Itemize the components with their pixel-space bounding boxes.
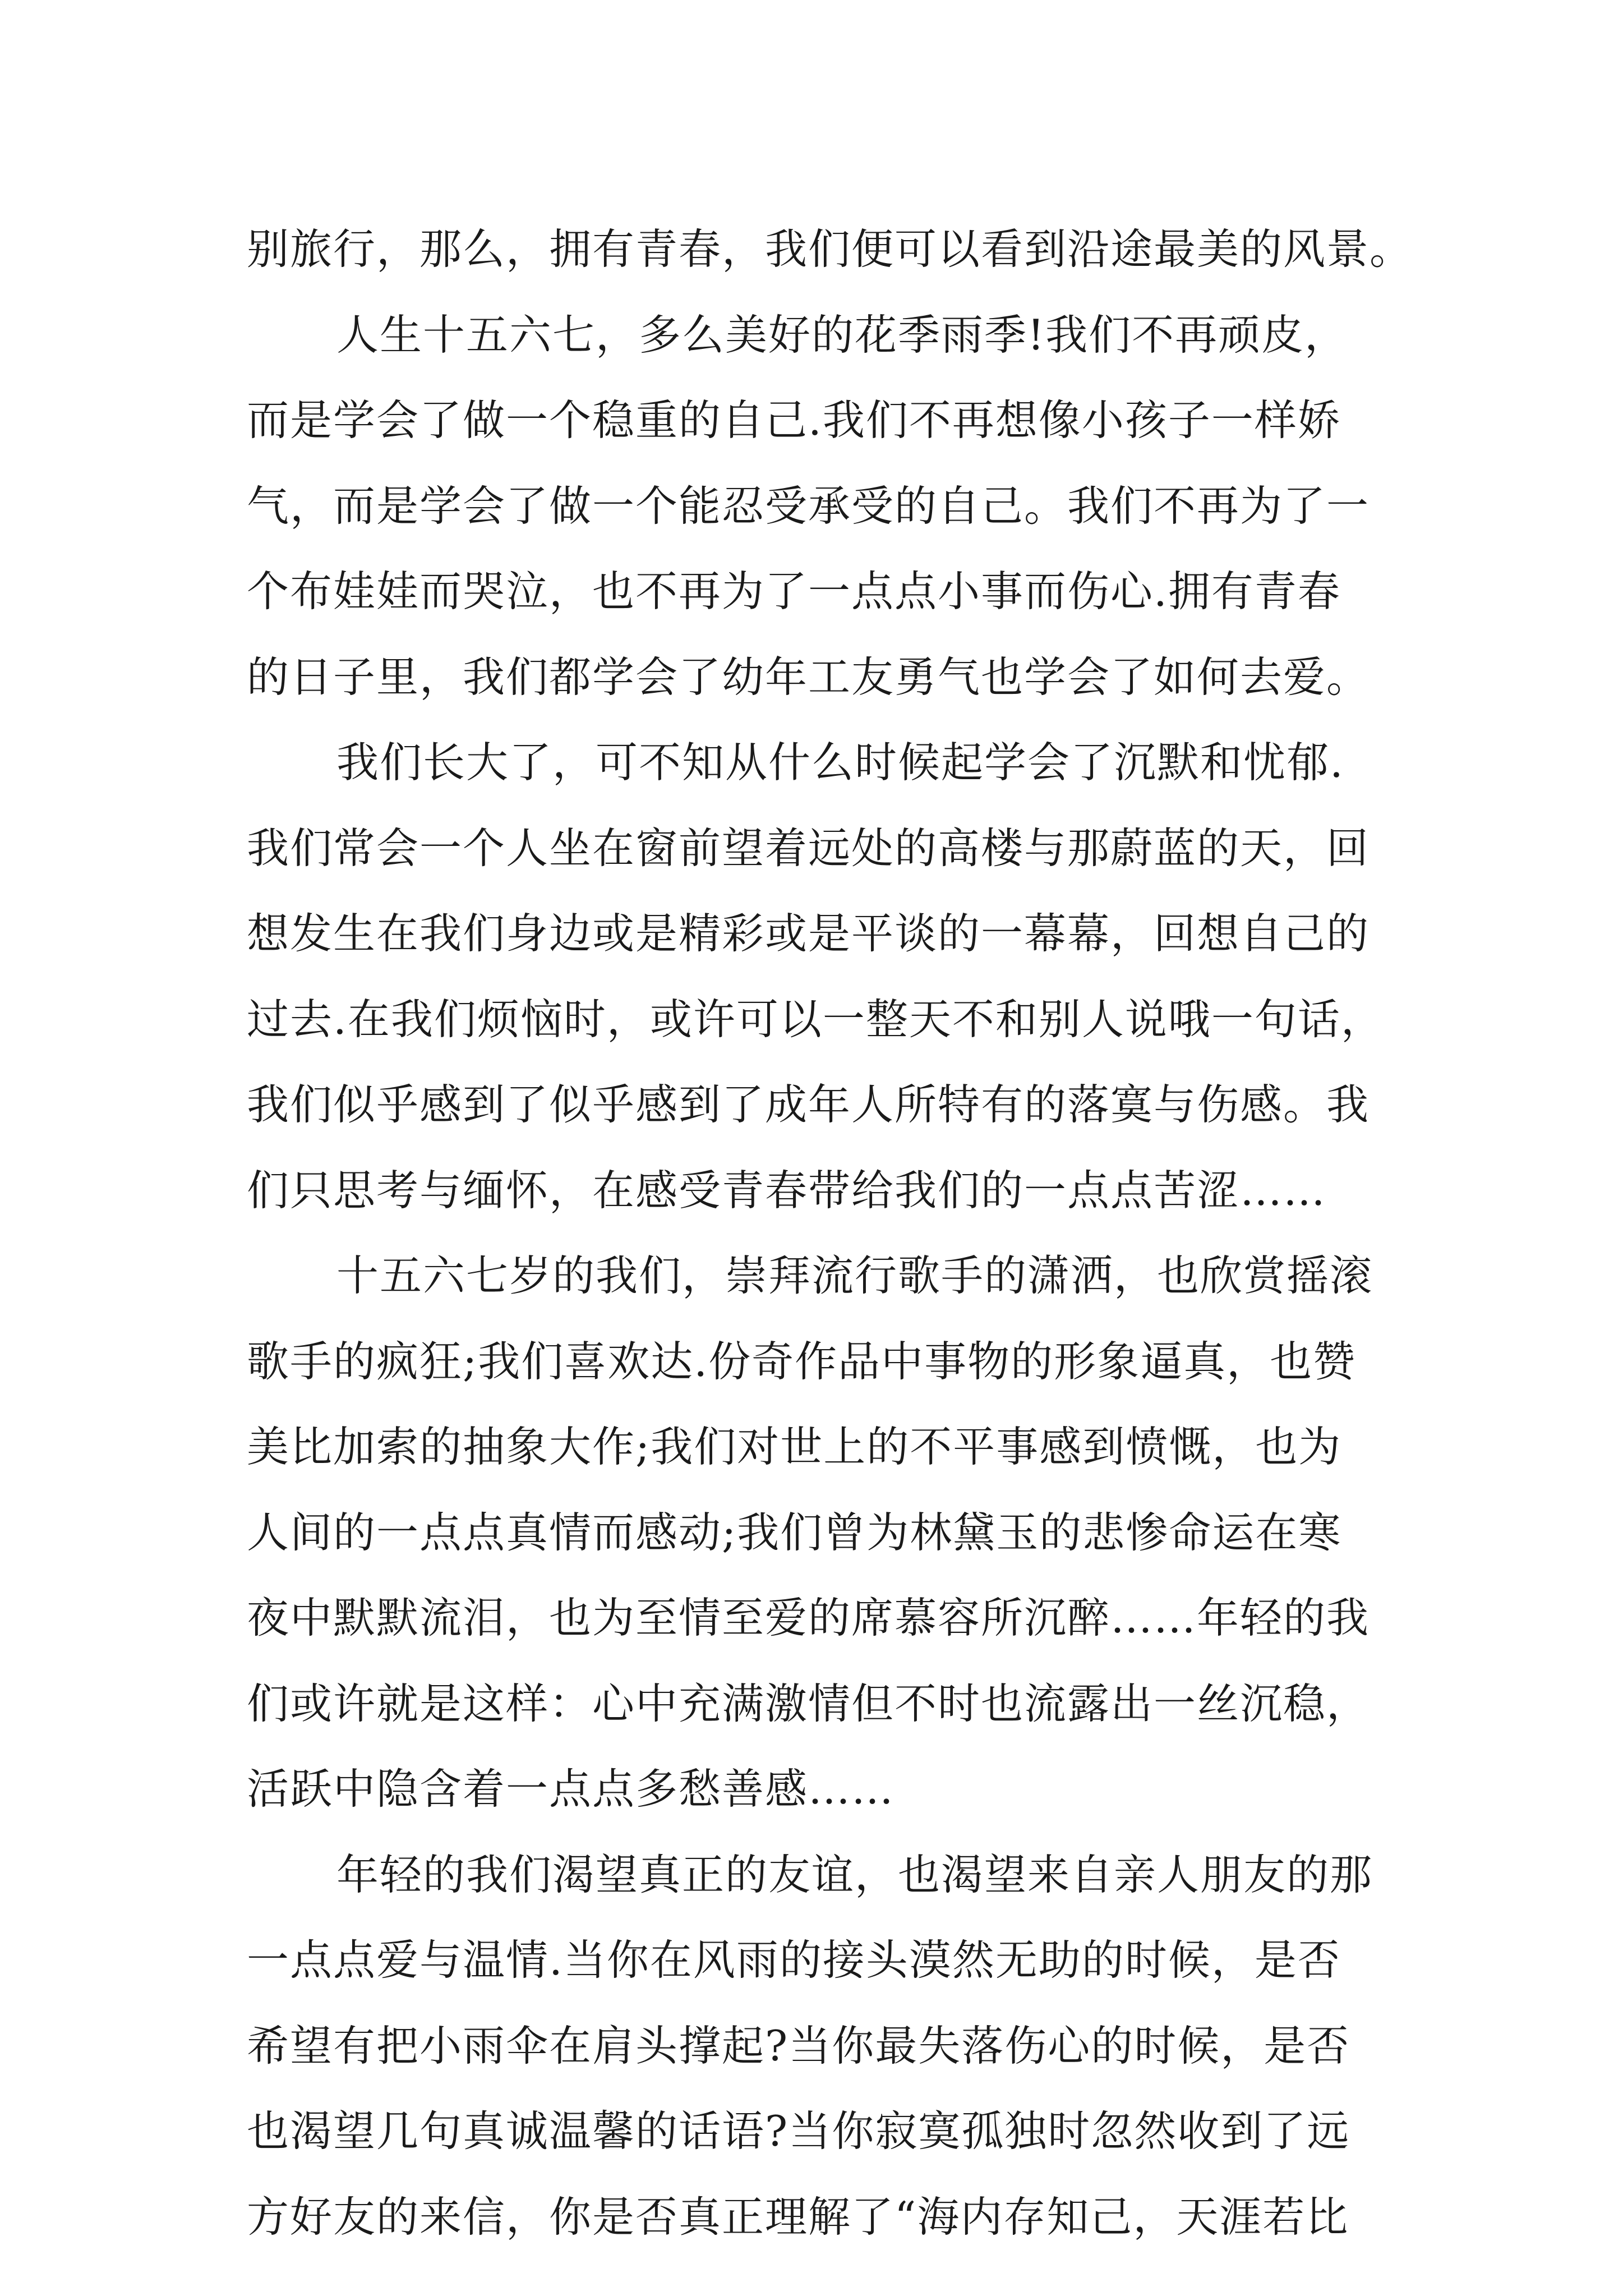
paragraph-3: [247, 720, 1384, 1233]
document-body: [247, 206, 1413, 2260]
text-line: 们只思考与缅怀，在感受青春带给我们的一点点苦涩……: [247, 1165, 1327, 1215]
text-line: 们或许就是这样：心中充满激情但不时也流露出一丝沉稳，: [247, 1678, 1370, 1728]
text-line: 十五六七岁的我们，崇拜流行歌手的潇洒，也欣赏摇滚: [336, 1251, 1373, 1300]
text-line: 活跃中隐含着一点点多愁善感……: [247, 1764, 895, 1814]
text-line: 人生十五六七，多么美好的花季雨季!我们不再顽皮，: [336, 310, 1348, 360]
paragraph-4: [247, 1233, 1374, 1832]
text-line: 人间的一点点真情而感动;我们曾为林黛玉的悲惨命运在寒: [247, 1507, 1342, 1557]
text-line: 夜中默默流泪，也为至情至爱的席慕容所沉醉……年轻的我: [247, 1593, 1370, 1642]
text-line: 别旅行，那么，拥有青春，我们便可以看到沿途最美的风景。: [247, 224, 1413, 274]
paragraph-2: [247, 292, 1374, 720]
text-line: 气，而是学会了做一个能忍受承受的自己。我们不再为了一: [247, 481, 1370, 531]
text-line: 美比加索的抽象大作;我们对世上的不平事感到愤慨，也为: [247, 1422, 1342, 1471]
text-line: 的日子里，我们都学会了幼年工友勇气也学会了如何去爱。: [247, 652, 1370, 702]
text-line: 个布娃娃而哭泣，也不再为了一点点小事而伤心.拥有青春: [247, 567, 1341, 616]
text-line: 也渴望几句真诚温馨的话语?当你寂寞孤独时忽然收到了远: [247, 2106, 1350, 2156]
text-line: 过去.在我们烦恼时，或许可以一整天不和别人说哦一句话，: [247, 994, 1384, 1044]
text-line: 希望有把小雨伞在肩头撑起?当你最失落伤心的时候，是否: [247, 2021, 1350, 2070]
text-line: 我们长大了，可不知从什么时候起学会了沉默和忧郁.: [336, 738, 1344, 787]
text-line: 我们似乎感到了似乎感到了成年人所特有的落寞与伤感。我: [247, 1080, 1370, 1129]
paragraph-5: [247, 1832, 1374, 2260]
text-line: 而是学会了做一个稳重的自己.我们不再想像小孩子一样娇: [247, 395, 1341, 445]
text-line: 我们常会一个人坐在窗前望着远处的高楼与那蔚蓝的天，回: [247, 823, 1370, 873]
text-line: 歌手的疯狂;我们喜欢达.份奇作品中事物的形象逼真，也赞: [247, 1336, 1357, 1386]
text-line: 年轻的我们渴望真正的友谊，也渴望来自亲人朋友的那: [336, 1849, 1373, 1899]
text-line: 想发生在我们身边或是精彩或是平谈的一幕幕，回想自己的: [247, 909, 1370, 958]
text-line: 方好友的来信，你是否真正理解了“海内存知己，天涯若比: [247, 2192, 1349, 2242]
text-line: 一点点爱与温情.当你在风雨的接头漠然无助的时候，是否: [247, 1935, 1341, 1985]
paragraph-1: [247, 206, 1413, 292]
